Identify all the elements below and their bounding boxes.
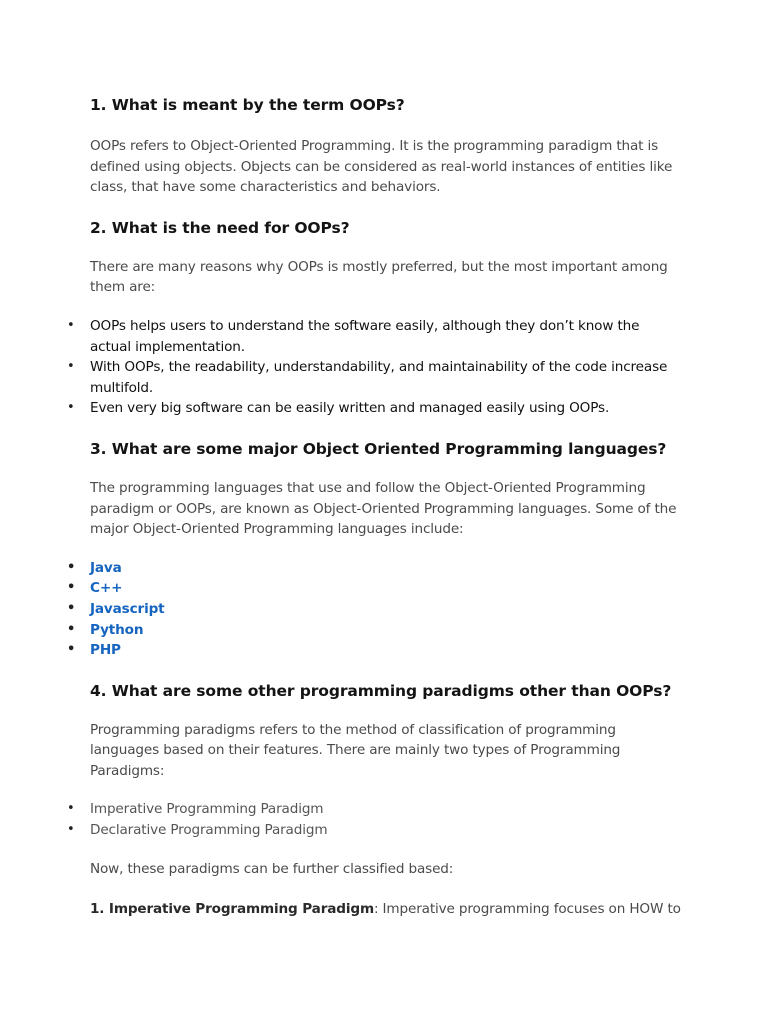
bullet-icon: • [67, 822, 75, 838]
answer-line: OOPs refers to Object-Oriented Programming. It is the programming paradigm that is [90, 138, 659, 154]
question-4-heading: 4. What are some other programming paradigms other than OOPs? [90, 681, 672, 700]
intro-line: them are: [90, 279, 156, 296]
list-item: • Declarative Programming Paradigm [90, 820, 690, 841]
imperative-paradigm-paragraph [90, 899, 690, 920]
list-item: • With OOPs, the readability, understandability, and maintainability of the code increase multifold. [67, 359, 668, 396]
bullet-icon: • [67, 317, 75, 333]
answer-line: class, that have some characteristics and behaviors. [90, 179, 441, 196]
intro-line: The programming languages that use and follow the Object-Oriented Programming [90, 479, 646, 496]
intro-line: paradigm or OOPs, are known as Object-Oriented Programming languages. Some of the [90, 500, 677, 517]
language-link-javascript[interactable]: • Javascript [90, 599, 690, 620]
language-link-java[interactable]: • Java [90, 558, 690, 579]
bullet-icon: • [67, 801, 75, 817]
list-item: • Imperative Programming Paradigm [90, 799, 690, 820]
language-link-php[interactable]: • PHP [90, 640, 690, 661]
paradigm-list [67, 799, 690, 840]
question-3-heading: 3. What are some major Object Oriented Programming languages? [90, 439, 667, 458]
language-link-cpp[interactable]: • C++ [90, 578, 690, 599]
bullet-icon: • [67, 400, 75, 416]
intro-line: Programming paradigms refers to the method of classification of programming [90, 721, 616, 738]
question-4-intro [90, 720, 690, 782]
bullet-icon: • [67, 559, 76, 575]
bullet-icon: • [67, 600, 76, 616]
question-1-heading: 1. What is meant by the term OOPs? [90, 96, 405, 114]
list-item: • OOPs helps users to understand the software easily, although they don’t know the actual implementation. [67, 317, 640, 355]
bullet-icon: • [67, 621, 76, 637]
intro-line: Paradigms: [90, 762, 165, 779]
question-1-answer [90, 136, 690, 198]
question-2-intro [90, 257, 690, 298]
bullet-icon: • [67, 359, 75, 375]
intro-line: languages based on their features. There are mainly two types of Programming [90, 742, 621, 759]
question-3-intro [90, 478, 690, 540]
bullet-icon: • [67, 642, 76, 658]
language-link-python[interactable]: • Python [90, 620, 690, 641]
list-item: • Even very big software can be easily written and managed easily using OOPs. [90, 398, 690, 419]
language-list [67, 558, 690, 661]
intro-line: There are many reasons why OOPs is mostly preferred, but the most important among [90, 258, 668, 275]
oops-need-list [67, 316, 690, 419]
further-classification-text: Now, these paradigms can be further classified based: [90, 860, 454, 877]
question-2-heading: 2. What is the need for OOPs? [90, 218, 350, 237]
intro-line: major Object-Oriented Programming languages include: [90, 521, 464, 538]
document-content [67, 94, 690, 920]
answer-line: defined using objects. Objects can be considered as real-world instances of entities like [90, 158, 673, 175]
imperative-paradigm-title: 1. Imperative Programming Paradigm [90, 901, 374, 918]
imperative-paradigm-text: : Imperative programming focuses on HOW to [373, 901, 681, 918]
bullet-icon: • [67, 580, 76, 596]
